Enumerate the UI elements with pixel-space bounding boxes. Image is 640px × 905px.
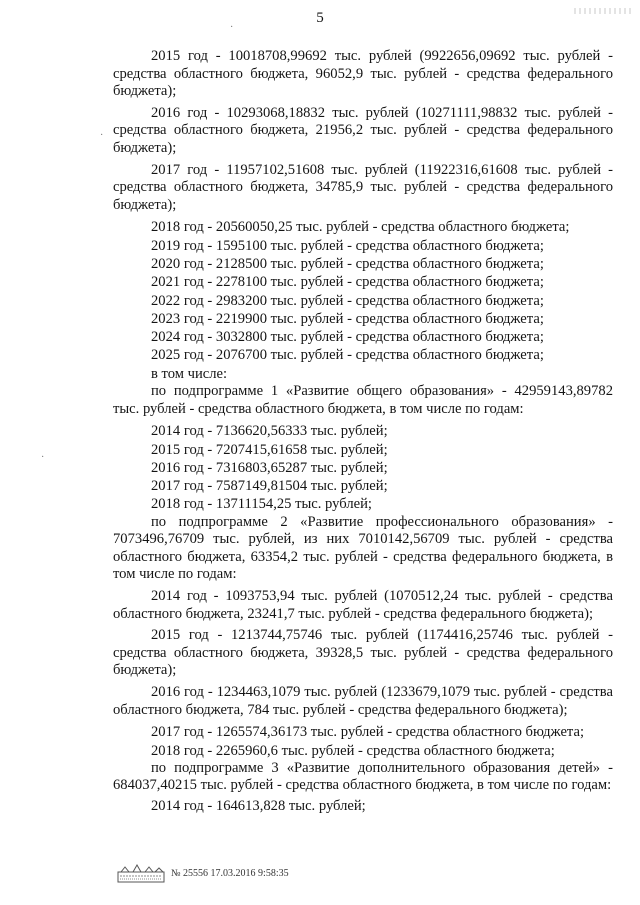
paragraph: 2023 год - 2219900 тыс. рублей - средства областного бюджета; [151,310,544,327]
registry-logo-icon [117,863,165,883]
document-body [113,48,613,815]
paragraph: 2021 год - 2278100 тыс. рублей - средства областного бюджета; [151,274,544,291]
paragraph: 2016 год - 10293068,18832 тыс. рублей (10271111,98832 тыс. рублей - средства областного бюджета, 21956,2 тыс. рублей - средства федерального бюджета); [113,104,613,156]
paragraph: по подпрограмме 1 «Развитие общего образования» - 42959143,89782 тыс. рублей - средства областного бюджета, в том числе по годам: [113,383,613,417]
paragraph: 2018 год - 13711154,25 тыс. рублей; [151,496,372,513]
paragraph: 2018 год - 2265960,6 тыс. рублей - средства областного бюджета; [151,742,555,759]
paragraph: 2014 год - 7136620,56333 тыс. рублей; [151,423,388,440]
registration-footer [117,862,289,884]
paragraph: 2015 год - 7207415,61658 тыс. рублей; [151,441,388,458]
registration-stamp: № 25556 17.03.2016 9:58:35 [171,867,289,879]
paragraph: 2024 год - 3032800 тыс. рублей - средства областного бюджета; [151,329,544,346]
paragraph: 2018 год - 20560050,25 тыс. рублей - средства областного бюджета; [151,219,570,236]
paragraph: 2017 год - 1265574,36173 тыс. рублей - средства областного бюджета; [151,724,585,741]
paragraph: по подпрограмме 3 «Развитие дополнительного образования детей» - 684037,40215 тыс. рублей - средства областного бюджета, в том числе по годам: [113,759,613,794]
paragraph: в том числе: [151,365,228,382]
paragraph: 2014 год - 1093753,94 тыс. рублей (1070512,24 тыс. рублей - средства областного бюджета, 23241,7 тыс. рублей - средства федерального бюджета); [113,588,613,622]
scan-dot: · [100,130,104,141]
paragraph: 2017 год - 11957102,51608 тыс. рублей (11922316,61608 тыс. рублей - средства областного бюджета, 34785,9 тыс. рублей - средства федерального бюджета); [113,161,613,213]
paragraph: 2016 год - 7316803,65287 тыс. рублей; [151,459,388,476]
paragraph: 2019 год - 1595100 тыс. рублей - средства областного бюджета; [151,237,544,254]
paragraph: 2014 год - 164613,828 тыс. рублей; [151,798,366,814]
paragraph: 2015 год - 10018708,99692 тыс. рублей (9922656,09692 тыс. рублей - средства областного бюджета, 96052,9 тыс. рублей - средства федерального бюджета); [113,48,613,100]
scan-dot: · [41,452,45,463]
page-number: 5 [316,10,324,26]
paragraph: 2022 год - 2983200 тыс. рублей - средства областного бюджета; [151,292,544,309]
paragraph: 2015 год - 1213744,75746 тыс. рублей (1174416,25746 тыс. рублей - средства областного бюджета, 39328,5 тыс. рублей - средства федерального бюджета); [113,627,613,679]
paragraph: 2016 год - 1234463,1079 тыс. рублей (1233679,1079 тыс. рублей - средства областного бюджета, 784 тыс. рублей - средства федерального бюджета); [113,684,613,718]
scan-dot: · [230,22,234,33]
paragraph: 2020 год - 2128500 тыс. рублей - средства областного бюджета; [151,255,544,272]
paragraph: по подпрограмме 2 «Развитие профессионального образования» - 7073496,76709 тыс. рублей, из них 7010142,56709 тыс. рублей - средства областного бюджета, 63354,2 тыс. рублей - средства федерального бюджета, в том числе по годам: [113,513,613,583]
paragraph: 2025 год - 2076700 тыс. рублей - средства областного бюджета; [151,347,544,364]
paragraph: 2017 год - 7587149,81504 тыс. рублей; [151,478,388,495]
